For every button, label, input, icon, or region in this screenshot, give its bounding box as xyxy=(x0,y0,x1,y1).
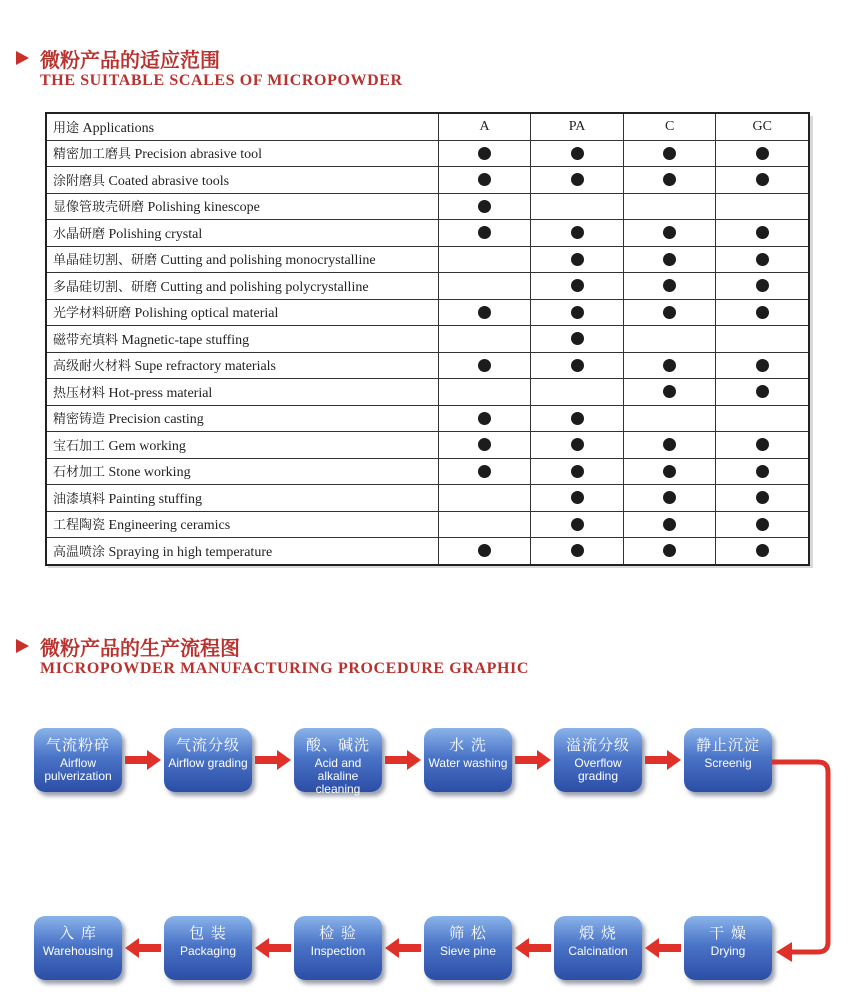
table-row xyxy=(46,193,809,220)
application-cn: 高级耐火材料 xyxy=(53,359,132,375)
suitability-cell-c xyxy=(623,538,716,565)
application-en: Painting stuffing xyxy=(105,491,202,507)
flow-step-top-0 xyxy=(34,728,122,792)
suitable-dot-icon xyxy=(756,359,769,372)
suitability-cell-c xyxy=(623,432,716,459)
suitability-cell-gc xyxy=(716,458,809,485)
suitable-dot-icon xyxy=(478,465,491,478)
application-cell xyxy=(46,167,438,194)
header-app-en: Applications xyxy=(82,120,155,136)
suitability-cell-pa xyxy=(531,352,624,379)
suitability-cell-c xyxy=(623,405,716,432)
triangle-bullet-icon xyxy=(16,51,29,65)
suitable-dot-icon xyxy=(663,359,676,372)
suitable-dot-icon xyxy=(663,518,676,531)
application-cn: 高温喷涂 xyxy=(53,544,106,560)
suitability-cell-gc xyxy=(716,538,809,565)
suitability-cell-gc xyxy=(716,140,809,167)
application-cell xyxy=(46,432,438,459)
suitable-dot-icon xyxy=(571,279,584,292)
suitability-cell-gc xyxy=(716,193,809,220)
flow-step-cn: 酸、碱洗 xyxy=(305,736,370,754)
section-title-en: THE SUITABLE SCALES OF MICROPOWDER xyxy=(40,72,403,89)
connector-arrow-icon xyxy=(772,748,852,968)
table-row xyxy=(46,538,809,565)
header-app-cn: 用途 xyxy=(53,120,80,136)
flow-step-cn: 干 燥 xyxy=(709,924,747,942)
suitable-dot-icon xyxy=(756,253,769,266)
suitability-cell-a xyxy=(438,538,531,565)
table-row xyxy=(46,458,809,485)
suitability-cell-c xyxy=(623,246,716,273)
suitability-cell-c xyxy=(623,511,716,538)
flow-step-cn: 水 洗 xyxy=(449,736,487,754)
suitability-cell-pa xyxy=(531,299,624,326)
flow-step-en: Inspection xyxy=(310,944,366,958)
applications-table xyxy=(45,112,810,566)
header-col-c: C xyxy=(623,113,716,140)
suitable-dot-icon xyxy=(663,385,676,398)
flow-step-en: Airflow grading xyxy=(168,756,248,770)
flow-step-cn: 筛 松 xyxy=(449,924,487,942)
suitable-dot-icon xyxy=(663,253,676,266)
application-cell xyxy=(46,458,438,485)
application-cn: 多晶硅切割、研磨 xyxy=(53,279,158,295)
suitable-dot-icon xyxy=(478,438,491,451)
suitability-cell-c xyxy=(623,458,716,485)
suitability-cell-a xyxy=(438,432,531,459)
application-cell xyxy=(46,246,438,273)
suitability-cell-pa xyxy=(531,220,624,247)
section-title-en: MICROPOWDER MANUFACTURING PROCEDURE GRAPHIC xyxy=(40,660,530,677)
suitability-cell-pa xyxy=(531,485,624,512)
suitability-cell-a xyxy=(438,246,531,273)
application-cn: 涂附磨具 xyxy=(53,173,106,189)
left-arrow-icon xyxy=(513,937,553,959)
suitability-cell-gc xyxy=(716,220,809,247)
suitability-cell-a xyxy=(438,299,531,326)
suitability-cell-pa xyxy=(531,167,624,194)
suitability-cell-c xyxy=(623,326,716,353)
suitability-cell-pa xyxy=(531,458,624,485)
flow-step-bottom-2 xyxy=(294,916,382,980)
flow-step-cn: 入 库 xyxy=(59,924,97,942)
application-en: Polishing kinescope xyxy=(144,200,260,216)
application-en: Precision casting xyxy=(105,412,204,428)
application-cn: 工程陶瓷 xyxy=(53,518,106,534)
table-row xyxy=(46,379,809,406)
section-title-cn: 微粉产品的适应范围 xyxy=(40,48,220,72)
suitable-dot-icon xyxy=(756,438,769,451)
application-en: Cutting and polishing monocrystalline xyxy=(157,253,376,269)
left-arrow-icon xyxy=(253,937,293,959)
application-cn: 宝石加工 xyxy=(53,438,106,454)
suitable-dot-icon xyxy=(663,147,676,160)
flow-step-top-3 xyxy=(424,728,512,792)
application-cell xyxy=(46,220,438,247)
suitability-cell-a xyxy=(438,193,531,220)
application-en: Hot-press material xyxy=(105,385,213,401)
suitability-cell-pa xyxy=(531,193,624,220)
suitable-dot-icon xyxy=(571,173,584,186)
suitable-dot-icon xyxy=(478,147,491,160)
application-cn: 精密加工磨具 xyxy=(53,147,132,163)
suitability-cell-a xyxy=(438,352,531,379)
suitable-dot-icon xyxy=(756,306,769,319)
suitability-cell-a xyxy=(438,326,531,353)
suitability-cell-pa xyxy=(531,405,624,432)
suitable-dot-icon xyxy=(571,332,584,345)
suitable-dot-icon xyxy=(756,465,769,478)
application-cell xyxy=(46,405,438,432)
application-en: Coated abrasive tools xyxy=(105,173,230,189)
application-cn: 石材加工 xyxy=(53,465,106,481)
right-arrow-icon xyxy=(123,749,163,771)
suitable-dot-icon xyxy=(756,491,769,504)
suitability-cell-pa xyxy=(531,246,624,273)
suitable-dot-icon xyxy=(756,518,769,531)
suitable-dot-icon xyxy=(478,200,491,213)
flow-step-top-5 xyxy=(684,728,772,792)
header-col-pa: PA xyxy=(531,113,624,140)
table-row xyxy=(46,352,809,379)
suitability-cell-gc xyxy=(716,405,809,432)
suitability-cell-gc xyxy=(716,352,809,379)
header-col-a: A xyxy=(438,113,531,140)
right-arrow-icon xyxy=(383,749,423,771)
application-cell xyxy=(46,193,438,220)
suitability-cell-c xyxy=(623,167,716,194)
suitability-cell-gc xyxy=(716,246,809,273)
application-cell xyxy=(46,273,438,300)
application-en: Engineering ceramics xyxy=(105,518,231,534)
suitability-cell-gc xyxy=(716,326,809,353)
suitable-dot-icon xyxy=(571,491,584,504)
suitability-cell-gc xyxy=(716,273,809,300)
suitability-cell-gc xyxy=(716,485,809,512)
left-arrow-icon xyxy=(643,937,683,959)
suitable-dot-icon xyxy=(571,465,584,478)
suitable-dot-icon xyxy=(663,173,676,186)
application-cell xyxy=(46,352,438,379)
application-cell xyxy=(46,326,438,353)
table-row xyxy=(46,299,809,326)
suitable-dot-icon xyxy=(571,253,584,266)
suitability-cell-pa xyxy=(531,511,624,538)
suitable-dot-icon xyxy=(571,518,584,531)
suitable-dot-icon xyxy=(571,306,584,319)
left-arrow-icon xyxy=(123,937,163,959)
suitable-dot-icon xyxy=(663,279,676,292)
flow-step-en: Acid and alkaline cleaning xyxy=(314,756,362,796)
flow-step-bottom-5 xyxy=(684,916,772,980)
suitable-dot-icon xyxy=(571,438,584,451)
table-row xyxy=(46,140,809,167)
flow-step-cn: 包 装 xyxy=(189,924,227,942)
application-en: Gem working xyxy=(105,438,186,454)
triangle-bullet-icon xyxy=(16,639,29,653)
application-cn: 油漆填料 xyxy=(53,491,106,507)
suitability-cell-a xyxy=(438,379,531,406)
suitability-cell-pa xyxy=(531,326,624,353)
suitable-dot-icon xyxy=(663,438,676,451)
flow-step-en: Overflow grading xyxy=(574,756,622,783)
suitability-cell-gc xyxy=(716,299,809,326)
suitable-dot-icon xyxy=(571,359,584,372)
table-row xyxy=(46,273,809,300)
flow-step-cn: 溢流分级 xyxy=(565,736,630,754)
flow-step-top-2 xyxy=(294,728,382,796)
suitability-cell-c xyxy=(623,379,716,406)
suitable-dot-icon xyxy=(663,226,676,239)
suitable-dot-icon xyxy=(756,279,769,292)
section-title-cn: 微粉产品的生产流程图 xyxy=(40,636,240,660)
application-cn: 单晶硅切割、研磨 xyxy=(53,253,158,269)
application-cn: 显像管玻壳研磨 xyxy=(53,200,145,216)
suitable-dot-icon xyxy=(663,465,676,478)
table-row xyxy=(46,220,809,247)
application-en: Polishing crystal xyxy=(105,226,203,242)
table-row xyxy=(46,485,809,512)
flow-step-cn: 气流粉碎 xyxy=(45,736,110,754)
suitability-cell-gc xyxy=(716,511,809,538)
application-cn: 磁带充填料 xyxy=(53,332,119,348)
flow-step-en: Drying xyxy=(710,944,746,958)
suitable-dot-icon xyxy=(663,544,676,557)
flow-step-en: Airflow pulverization xyxy=(44,756,112,783)
suitable-dot-icon xyxy=(663,491,676,504)
suitability-cell-pa xyxy=(531,140,624,167)
suitability-cell-pa xyxy=(531,538,624,565)
suitable-dot-icon xyxy=(756,173,769,186)
suitability-cell-c xyxy=(623,352,716,379)
application-en: Cutting and polishing polycrystalline xyxy=(157,279,369,295)
suitable-dot-icon xyxy=(756,544,769,557)
flow-step-cn: 检 验 xyxy=(319,924,357,942)
suitable-dot-icon xyxy=(478,306,491,319)
suitable-dot-icon xyxy=(478,173,491,186)
suitability-cell-c xyxy=(623,140,716,167)
suitable-dot-icon xyxy=(756,147,769,160)
application-cell xyxy=(46,299,438,326)
table-header-row xyxy=(46,113,809,140)
suitable-dot-icon xyxy=(571,412,584,425)
suitable-dot-icon xyxy=(478,226,491,239)
suitability-cell-c xyxy=(623,220,716,247)
suitable-dot-icon xyxy=(478,359,491,372)
application-cell xyxy=(46,538,438,565)
suitable-dot-icon xyxy=(571,147,584,160)
application-cn: 水晶研磨 xyxy=(53,226,106,242)
application-en: Magnetic-tape stuffing xyxy=(118,332,250,348)
flow-step-cn: 静止沉淀 xyxy=(695,736,760,754)
suitability-cell-a xyxy=(438,511,531,538)
suitability-cell-c xyxy=(623,299,716,326)
suitability-cell-a xyxy=(438,405,531,432)
suitability-cell-c xyxy=(623,485,716,512)
application-en: Supe refractory materials xyxy=(131,359,277,375)
table-row xyxy=(46,405,809,432)
flow-step-cn: 气流分级 xyxy=(175,736,240,754)
suitability-cell-c xyxy=(623,273,716,300)
suitability-cell-a xyxy=(438,167,531,194)
application-en: Stone working xyxy=(105,465,191,481)
header-applications xyxy=(46,113,438,140)
flow-step-bottom-0 xyxy=(34,916,122,980)
application-cell xyxy=(46,379,438,406)
suitability-cell-pa xyxy=(531,273,624,300)
application-cell xyxy=(46,511,438,538)
suitability-cell-gc xyxy=(716,379,809,406)
suitable-dot-icon xyxy=(756,385,769,398)
flow-step-en: Calcination xyxy=(568,944,628,958)
suitability-cell-a xyxy=(438,458,531,485)
suitability-cell-c xyxy=(623,193,716,220)
application-en: Precision abrasive tool xyxy=(131,147,263,163)
suitability-cell-a xyxy=(438,485,531,512)
application-cn: 光学材料研磨 xyxy=(53,306,132,322)
suitable-dot-icon xyxy=(571,544,584,557)
suitable-dot-icon xyxy=(756,226,769,239)
suitable-dot-icon xyxy=(478,412,491,425)
suitability-cell-gc xyxy=(716,432,809,459)
suitability-cell-pa xyxy=(531,432,624,459)
right-arrow-icon xyxy=(513,749,553,771)
flow-step-en: Packaging xyxy=(179,944,237,958)
flow-step-en: Warehousing xyxy=(42,944,114,958)
suitability-cell-a xyxy=(438,220,531,247)
left-arrow-icon xyxy=(383,937,423,959)
applications-table-body xyxy=(46,113,809,565)
table-row xyxy=(46,167,809,194)
suitable-dot-icon xyxy=(571,226,584,239)
flow-step-bottom-1 xyxy=(164,916,252,980)
application-cn: 精密铸造 xyxy=(53,412,106,428)
suitability-cell-gc xyxy=(716,167,809,194)
flow-step-bottom-3 xyxy=(424,916,512,980)
header-col-gc: GC xyxy=(716,113,809,140)
flow-step-bottom-4 xyxy=(554,916,642,980)
application-cell xyxy=(46,140,438,167)
flow-step-en: Sieve pine xyxy=(439,944,497,958)
flow-step-cn: 煅 烧 xyxy=(579,924,617,942)
flow-step-en: Water washing xyxy=(428,756,508,770)
suitability-cell-a xyxy=(438,273,531,300)
application-cn: 热压材料 xyxy=(53,385,106,401)
flow-step-top-4 xyxy=(554,728,642,792)
table-row xyxy=(46,511,809,538)
application-en: Polishing optical material xyxy=(131,306,279,322)
table-row xyxy=(46,326,809,353)
right-arrow-icon xyxy=(643,749,683,771)
suitability-cell-pa xyxy=(531,379,624,406)
application-en: Spraying in high temperature xyxy=(105,544,273,560)
suitable-dot-icon xyxy=(478,544,491,557)
right-arrow-icon xyxy=(253,749,293,771)
table-row xyxy=(46,432,809,459)
suitable-dot-icon xyxy=(663,306,676,319)
flow-step-en: Screenig xyxy=(704,756,752,770)
suitability-cell-a xyxy=(438,140,531,167)
table-row xyxy=(46,246,809,273)
application-cell xyxy=(46,485,438,512)
flow-step-top-1 xyxy=(164,728,252,792)
applications-table-wrap xyxy=(45,112,810,566)
